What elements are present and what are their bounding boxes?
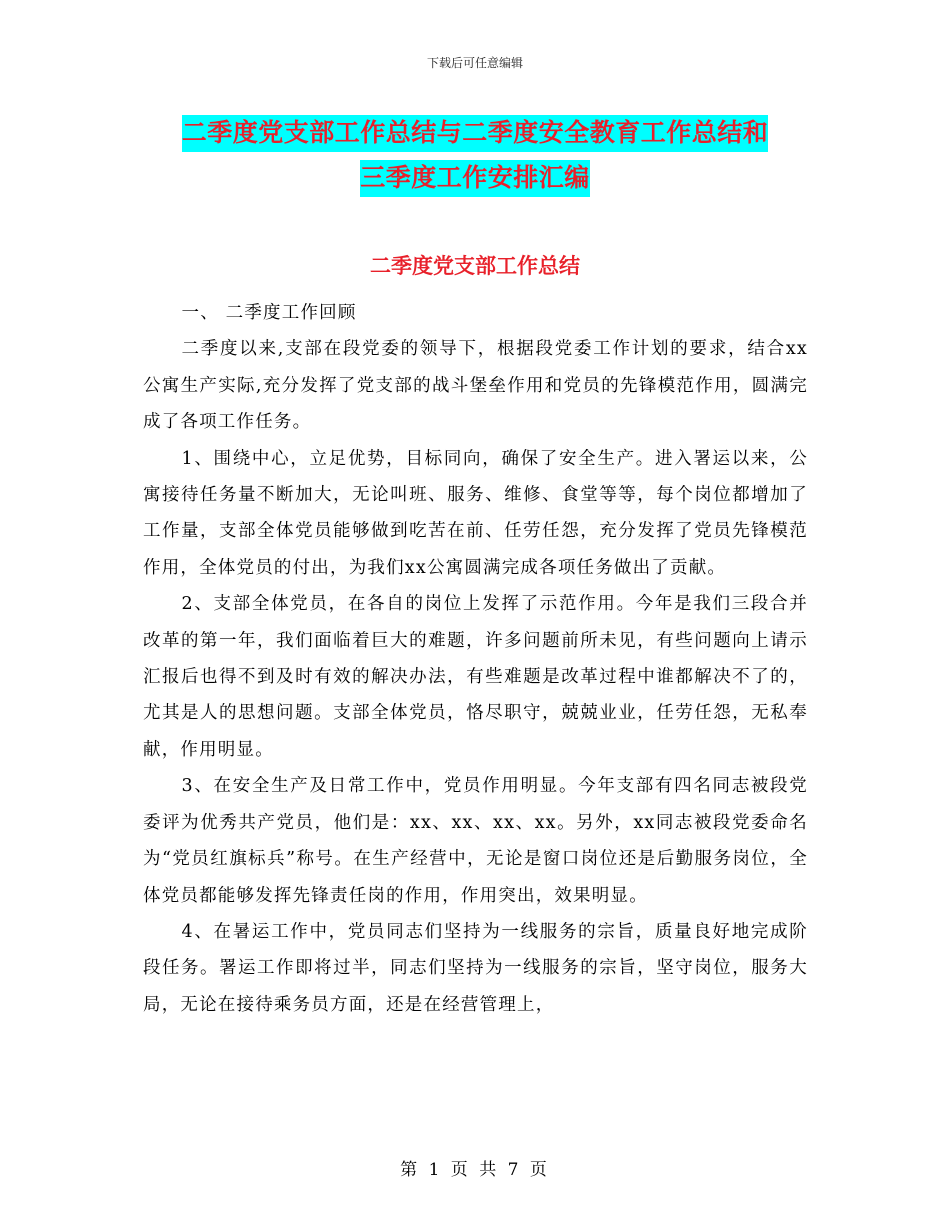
title-highlight-2: 三季度工作安排汇编 bbox=[360, 160, 590, 197]
page-number-footer: 第 1 页 共 7 页 bbox=[400, 1160, 550, 1180]
subheading-review: 一、 二季度工作回顾 bbox=[181, 303, 357, 323]
paragraph: 4、在暑运工作中，党员同志们坚持为一线服务的宗旨，质量良好地完成阶段任务。署运工作即将过半，同志们坚持为一线服务的宗旨，坚守岗位，服务大局，无论在接待乘务员方面，还是在经营管理上， bbox=[143, 921, 808, 1015]
document-title-line-1 bbox=[0, 113, 950, 149]
paragraph: 二季度以来,支部在段党委的领导下，根据段党委工作计划的要求，结合xx公寓生产实际,充分发挥了党支部的战斗堡垒作用和党员的先锋模范作用，圆满完成了各项工作任务。 bbox=[143, 339, 808, 433]
document-title-line-2 bbox=[0, 158, 950, 194]
paragraph: 1、围绕中心，立足优势，目标同向，确保了安全生产。进入署运以来，公寓接待任务量不断加大，无论叫班、服务、维修、食堂等等，每个岗位都增加了工作量，支部全体党员能够做到吃苦在前、任劳任怨，充分发挥了党员先锋模范作用，全体党员的付出，为我们xx公寓圆满完成各项任务做出了贡献。 bbox=[143, 448, 808, 578]
paragraph: 3、在安全生产及日常工作中，党员作用明显。今年支部有四名同志被段党委评为优秀共产党员，他们是：xx、xx、xx、xx。另外，xx同志被段党委命名为“党员红旗标兵”称号。在生产经营中，无论是窗口岗位还是后勤服务岗位，全体党员都能够发挥先锋责任岗的作用，作用突出，效果明显。 bbox=[143, 776, 808, 906]
body-text bbox=[143, 295, 808, 1023]
header-note: 下载后可任意编辑 bbox=[426, 56, 523, 70]
section-heading: 二季度党支部工作总结 bbox=[370, 254, 580, 278]
paragraph: 2、支部全体党员，在各自的岗位上发挥了示范作用。今年是我们三段合并改革的第一年，我们面临着巨大的难题，许多问题前所未见，有些问题向上请示汇报后也得不到及时有效的解决办法，有些难题是改革过程中谁都解决不了的，尤其是人的思想问题。支部全体党员，恪尽职守，兢兢业业，任劳任怨，无私奉献，作用明显。 bbox=[143, 594, 808, 760]
title-highlight-1: 二季度党支部工作总结与二季度安全教育工作总结和 bbox=[182, 115, 769, 152]
